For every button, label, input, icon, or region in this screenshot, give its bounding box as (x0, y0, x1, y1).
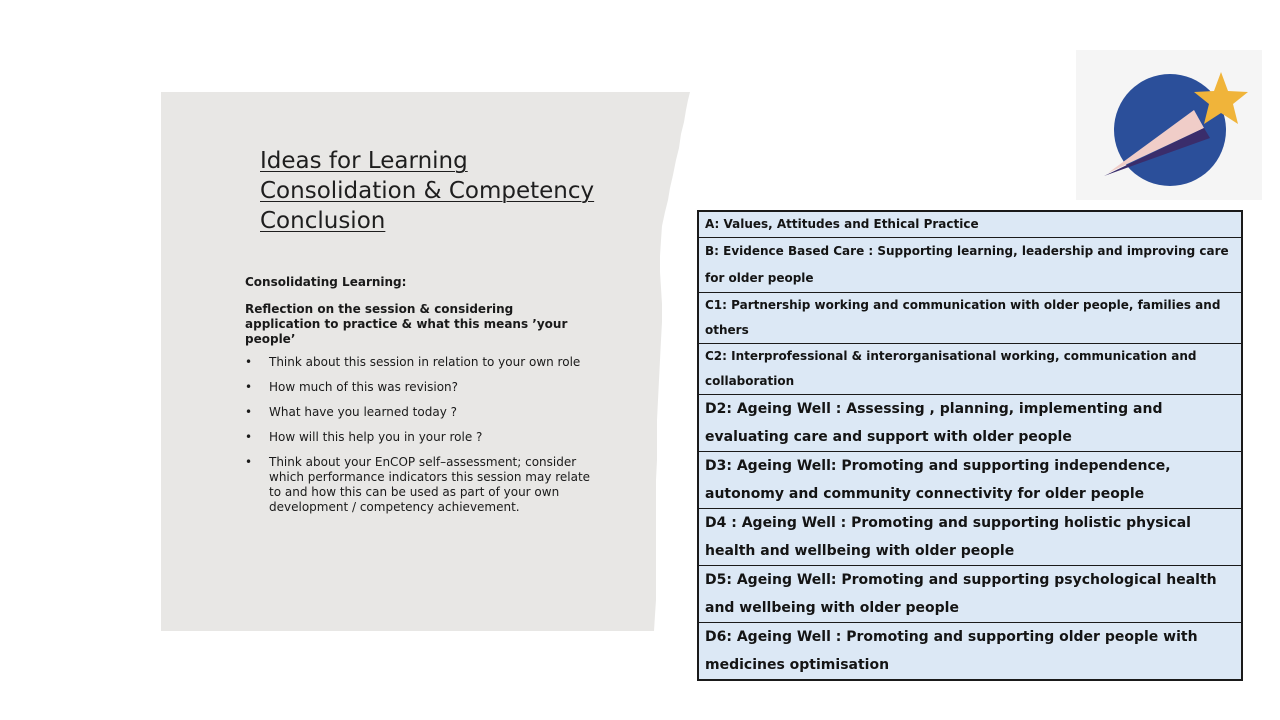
star-logo-icon (1076, 50, 1262, 200)
competency-d3: D3: Ageing Well: Promoting and supporting independence, autonomy and community connectivity for older people (698, 452, 1242, 509)
consolidating-learning-section (245, 275, 605, 525)
competency-c1: C1: Partnership working and communication with older people, families and others (698, 293, 1242, 344)
slide-title (260, 146, 594, 236)
bullet-list (245, 355, 605, 515)
competency-d4: D4 : Ageing Well : Promoting and supporting holistic physical health and wellbeing with older people (698, 509, 1242, 566)
competency-a: A: Values, Attitudes and Ethical Practice (705, 217, 979, 231)
bullet-item (245, 405, 599, 420)
reflection-text: Reflection on the session & considering application to practice & what this means ’your people’ (245, 302, 568, 346)
table-row (698, 395, 1242, 452)
bullet-dot: • (245, 405, 253, 419)
bullet-dot: • (245, 355, 253, 369)
bullet-item (245, 355, 599, 370)
competency-d5: D5: Ageing Well: Promoting and supporting psychological health and wellbeing with older people (698, 566, 1242, 623)
bullet-text: How will this help you in your role ? (269, 430, 483, 444)
competency-c2: C2: Interprofessional & interorganisational working, communication and collaboration (698, 344, 1242, 395)
bullet-text: How much of this was revision? (269, 380, 459, 394)
table-row (698, 566, 1242, 623)
shooting-star-logo (1076, 50, 1262, 200)
bullet-dot: • (245, 455, 253, 469)
table-row (698, 452, 1242, 509)
bullet-item (245, 380, 599, 395)
title-line-1: Ideas for Learning (260, 148, 468, 174)
table-row (698, 344, 1242, 395)
table-row (698, 509, 1242, 566)
bullet-item (245, 455, 599, 515)
title-line-2: Consolidation & Competency (260, 178, 595, 204)
competency-d6: D6: Ageing Well : Promoting and supporting older people with medicines optimisation (698, 623, 1242, 681)
bullet-item (245, 430, 599, 445)
table-row (698, 293, 1242, 344)
competency-d2: D2: Ageing Well : Assessing , planning, implementing and evaluating care and support with older people (698, 395, 1242, 452)
bullet-text: Think about this session in relation to your own role (269, 355, 581, 369)
bullet-dot: • (245, 380, 253, 394)
competency-table (697, 210, 1243, 681)
table-row (698, 623, 1242, 681)
table-row (698, 211, 1242, 238)
title-line-3: Conclusion (260, 208, 386, 234)
bullet-text: What have you learned today ? (269, 405, 457, 419)
table-row (698, 238, 1242, 293)
competency-b: B: Evidence Based Care : Supporting learning, leadership and improving care for older people (698, 238, 1242, 293)
consolidating-heading: Consolidating Learning: (245, 275, 407, 289)
bullet-text: Think about your EnCOP self–assessment; consider which performance indicators this session may relate to and how this can be used as part of your own development / competency achievement. (269, 455, 591, 514)
bullet-dot: • (245, 430, 253, 444)
